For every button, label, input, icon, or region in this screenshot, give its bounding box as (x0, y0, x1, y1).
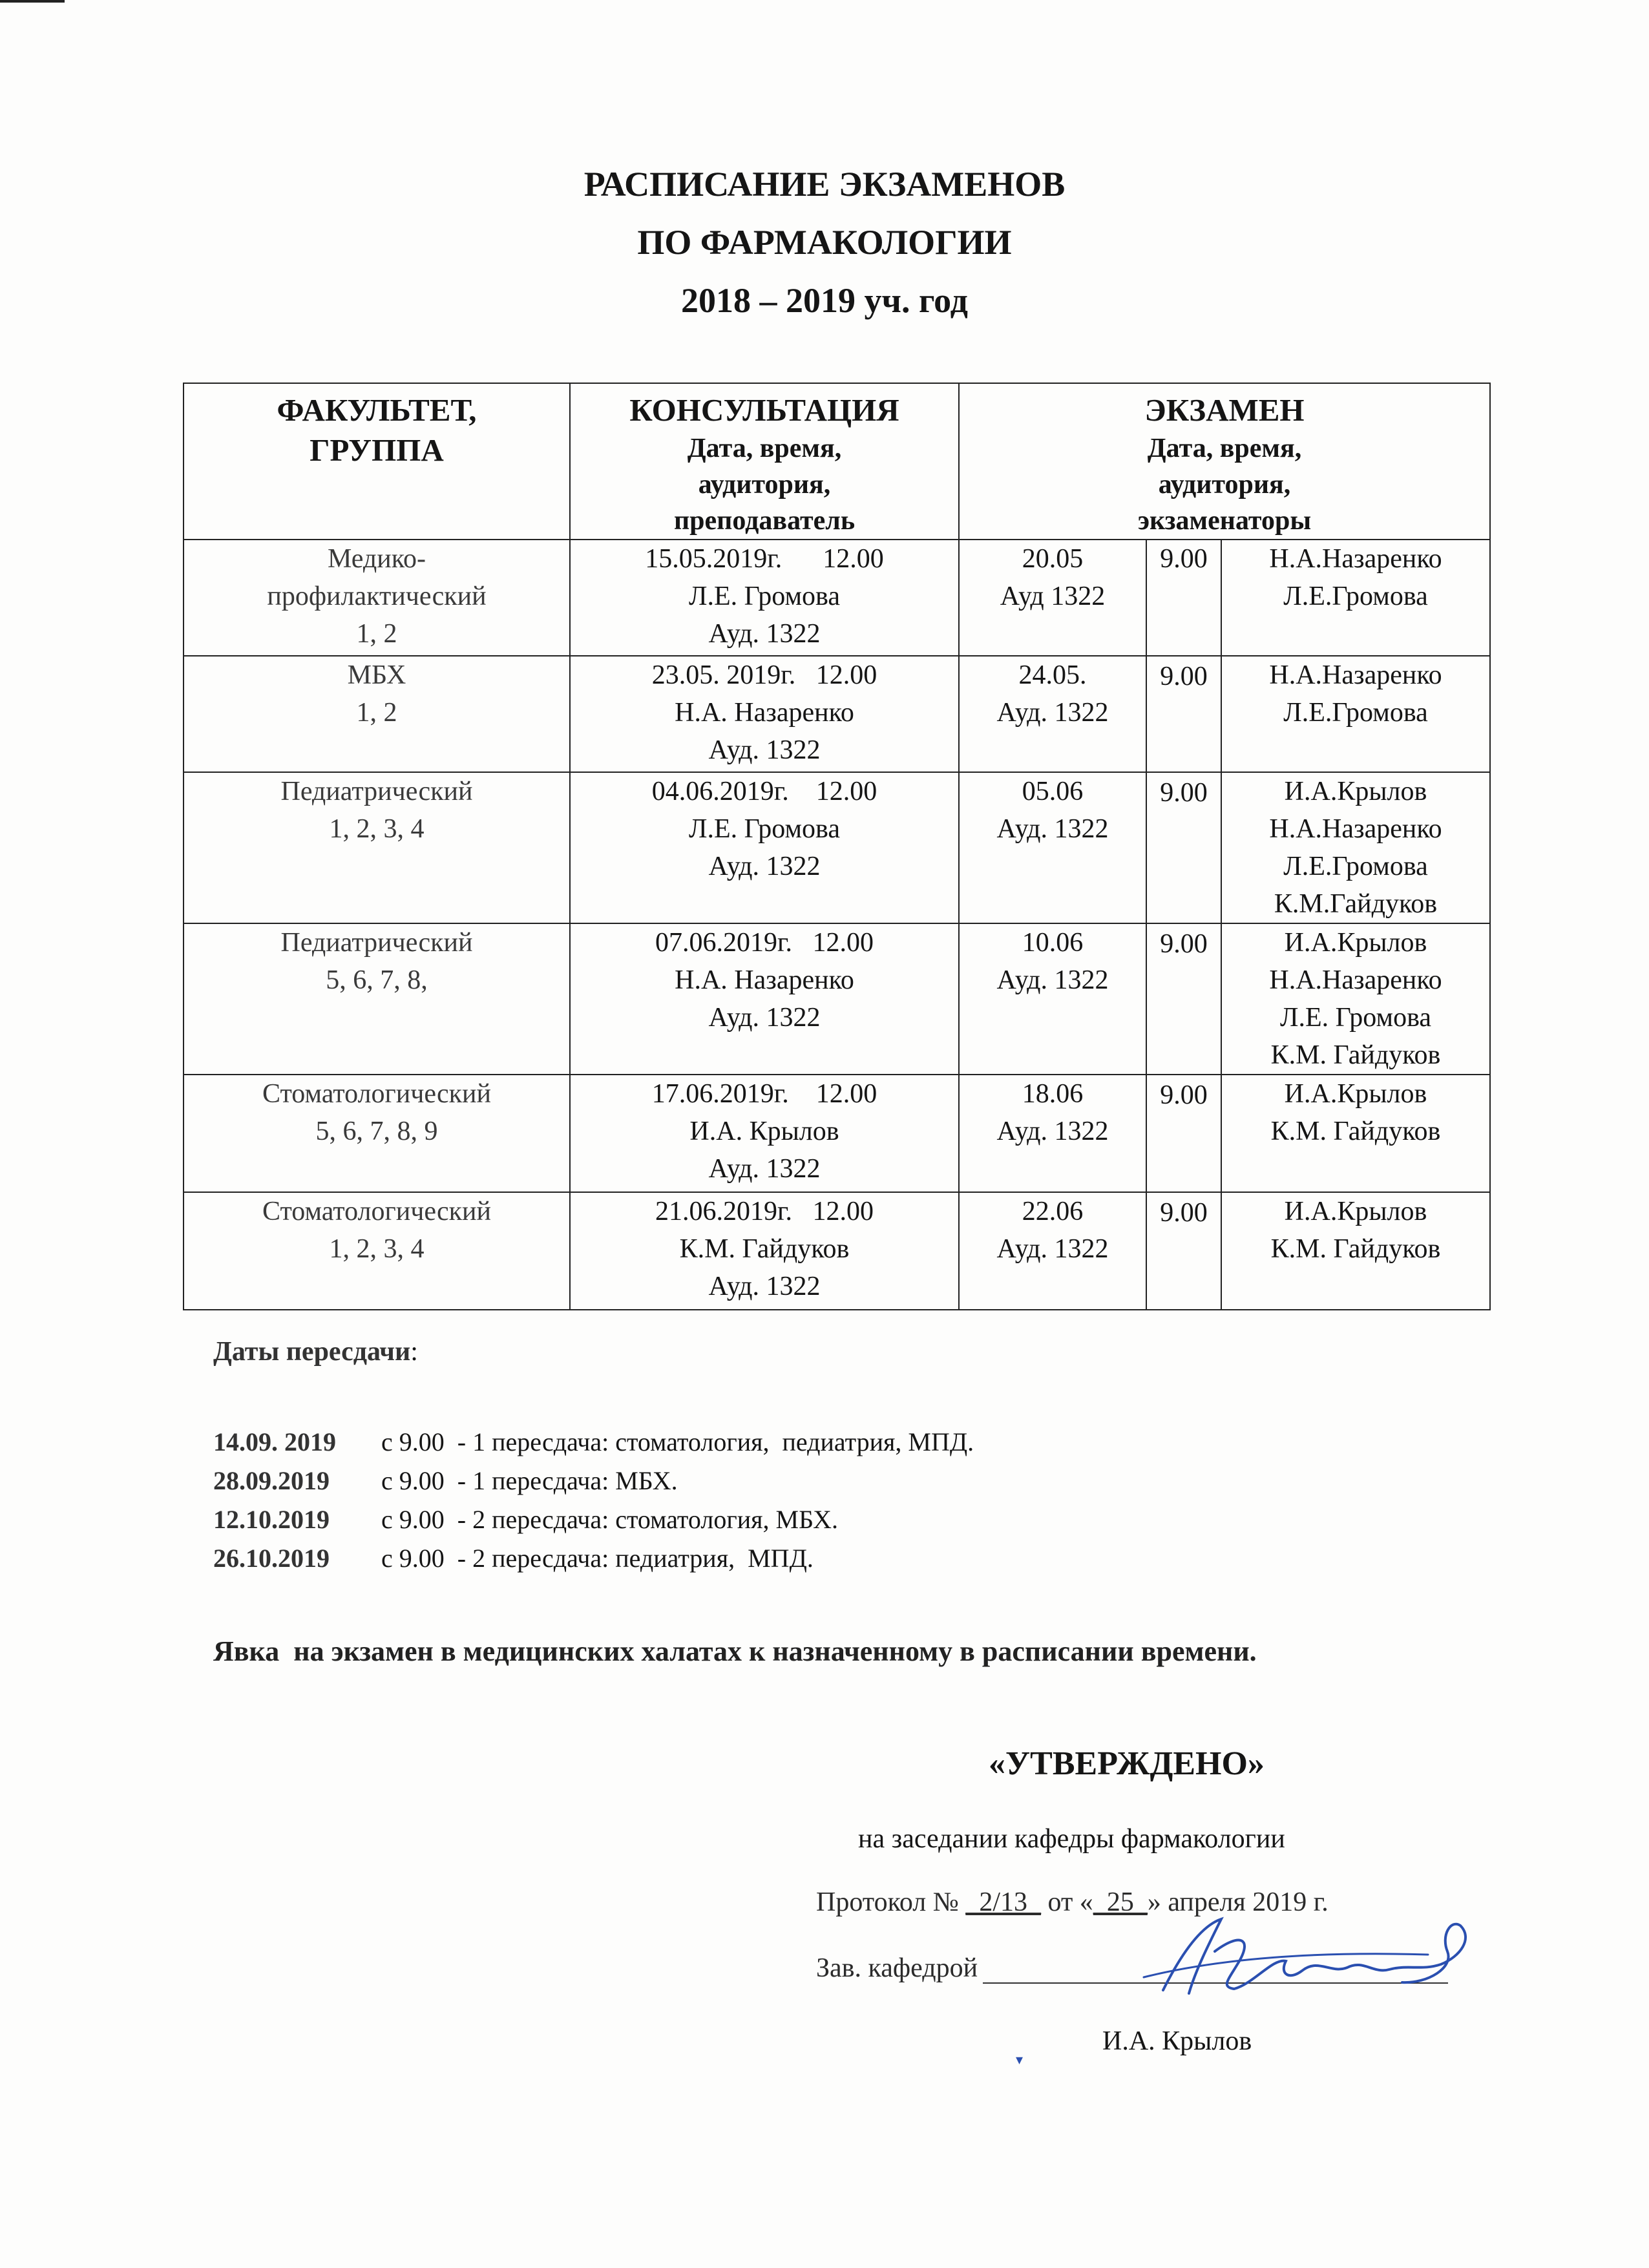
retake-list (213, 1423, 974, 1578)
header-consultation-title: КОНСУЛЬТАЦИЯ (629, 392, 899, 428)
exam-time-cell: 9.00 (1146, 540, 1221, 656)
cell-line: 20.05 (1022, 544, 1084, 574)
exam-date-cell (959, 923, 1146, 1075)
consultation-cell (570, 1075, 959, 1192)
cell-line: К.М. Гайдуков (1270, 1117, 1441, 1146)
cell-line: 1, 2, 3, 4 (329, 814, 425, 844)
title-line-2: ПО ФАРМАКОЛОГИИ (637, 223, 1012, 262)
header-exam-sub: аудитория, (1158, 470, 1291, 499)
examiners-cell (1221, 656, 1490, 772)
cell-line: Ауд. 1322 (708, 1154, 821, 1184)
cell-line: Ауд. 1322 (708, 1272, 821, 1301)
exam-time-cell: 9.00 (1146, 923, 1221, 1075)
faculty-cell (184, 923, 570, 1075)
retake-heading (213, 1332, 418, 1371)
signer-name: И.А. Крылов (1102, 2026, 1252, 2056)
title-line-3: 2018 – 2019 уч. год (681, 281, 968, 320)
consultation-cell (570, 923, 959, 1075)
consultation-cell (570, 540, 959, 656)
exam-schedule-table (183, 383, 1491, 1310)
cell-line: 21.06.2019г. 12.00 (655, 1197, 874, 1226)
cell-line: К.М. Гайдуков (1270, 1234, 1441, 1264)
cell-line: К.М.Гайдуков (1274, 889, 1438, 919)
table-header-row (184, 383, 1490, 540)
cell-line: И.А.Крылов (1284, 777, 1427, 806)
header-exam-title: ЭКЗАМЕН (1144, 392, 1305, 428)
cell-line: Л.Е.Громова (1283, 852, 1428, 881)
protocol-number: _2/13_ (965, 1887, 1041, 1917)
exam-time-cell: 9.00 (1146, 772, 1221, 923)
cell-line: Ауд. 1322 (996, 965, 1109, 995)
cell-line: Н.А.Назаренко (1269, 660, 1442, 690)
retake-text: с 9.00 - 2 пересдача: стоматология, МБХ. (381, 1505, 838, 1534)
cell-line: Ауд 1322 (1000, 582, 1106, 611)
consultation-cell (570, 1192, 959, 1310)
cell-line: профилактический (267, 582, 487, 611)
cell-line: 15.05.2019г. 12.00 (645, 544, 884, 574)
cell-line: Н.А. Назаренко (675, 698, 854, 728)
table-row (184, 540, 1490, 656)
cell-line: Ауд. 1322 (708, 735, 821, 765)
retake-date: 28.09.2019 (213, 1466, 330, 1495)
faculty-cell (184, 540, 570, 656)
cell-line: 5, 6, 7, 8, 9 (315, 1117, 438, 1146)
retake-text: с 9.00 - 2 пересдача: педиатрия, МПД. (381, 1544, 814, 1573)
approved-stamp-text: «УТВЕРЖДЕНО» (989, 1745, 1265, 1782)
examiners-cell (1221, 540, 1490, 656)
cell-line: 10.06 (1022, 928, 1084, 958)
examiners-cell (1221, 772, 1490, 923)
cell-line: Ауд. 1322 (996, 1117, 1109, 1146)
cell-line: Ауд. 1322 (996, 698, 1109, 728)
header-faculty-line: ГРУППА (310, 432, 444, 468)
ink-mark: ▾ (1016, 2052, 1024, 2068)
retake-colon: : (410, 1337, 418, 1367)
cell-line: Ауд. 1322 (708, 619, 821, 649)
table-row (184, 772, 1490, 923)
protocol-prefix: Протокол № (816, 1887, 959, 1917)
cell-line: 22.06 (1022, 1197, 1084, 1226)
faculty-cell (184, 772, 570, 923)
cell-line: Л.Е. Громова (689, 814, 840, 844)
cell-line: Н.А.Назаренко (1269, 544, 1442, 574)
exam-date-cell (959, 1075, 1146, 1192)
cell-line: Ауд. 1322 (708, 852, 821, 881)
cell-line: И.А.Крылов (1284, 1197, 1427, 1226)
exam-time-cell: 9.00 (1146, 656, 1221, 772)
cell-line: 07.06.2019г. 12.00 (655, 928, 874, 958)
list-item (213, 1423, 974, 1462)
protocol-day: _25_ (1093, 1887, 1148, 1917)
cell-line: 5, 6, 7, 8, (326, 965, 428, 995)
cell-line: Л.Е. Громова (1280, 1003, 1431, 1033)
header-consultation-sub: Дата, время, (687, 434, 842, 463)
cell-line: Педиатрический (280, 777, 473, 806)
list-item (213, 1539, 974, 1578)
cell-line: 1, 2 (356, 619, 397, 649)
title-line-1: РАСПИСАНИЕ ЭКЗАМЕНОВ (583, 165, 1066, 204)
consultation-cell (570, 772, 959, 923)
cell-line: Педиатрический (280, 928, 473, 958)
document-title (0, 155, 1649, 330)
header-exam-sub: Дата, время, (1147, 434, 1302, 463)
cell-line: Ауд. 1322 (996, 1234, 1109, 1264)
cell-line: Л.Е. Громова (689, 582, 840, 611)
faculty-cell (184, 1075, 570, 1192)
attendance-notice: Явка на экзамен в медицинских халатах к назначенному в расписании времени. (213, 1635, 1257, 1667)
examiners-cell (1221, 1075, 1490, 1192)
cell-line: Стоматологический (262, 1197, 492, 1226)
cell-line: Н.А.Назаренко (1269, 965, 1442, 995)
cell-line: 05.06 (1022, 777, 1084, 806)
table-row (184, 1075, 1490, 1192)
header-consultation (570, 383, 959, 540)
cell-line: Н.А. Назаренко (675, 965, 854, 995)
cell-line: Л.Е.Громова (1283, 582, 1428, 611)
cell-line: И.А.Крылов (1284, 1079, 1427, 1109)
list-item (213, 1500, 974, 1539)
cell-line: Ауд. 1322 (708, 1003, 821, 1033)
cell-line: К.М. Гайдуков (1270, 1040, 1441, 1070)
exam-time-cell: 9.00 (1146, 1192, 1221, 1310)
scan-edge-mark (0, 0, 65, 3)
exam-time-cell: 9.00 (1146, 1075, 1221, 1192)
protocol-suffix: » апреля 2019 г. (1147, 1887, 1329, 1917)
retake-label: Даты пересдачи (213, 1337, 411, 1367)
cell-line: Ауд. 1322 (996, 814, 1109, 844)
cell-line: Л.Е.Громова (1283, 698, 1428, 728)
cell-line: 04.06.2019г. 12.00 (651, 777, 877, 806)
header-faculty (184, 383, 570, 540)
header-faculty-line: ФАКУЛЬТЕТ, (277, 392, 477, 428)
cell-line: 1, 2, 3, 4 (329, 1234, 425, 1264)
cell-line: Медико- (328, 544, 426, 574)
exam-date-cell (959, 772, 1146, 923)
exam-date-cell (959, 540, 1146, 656)
list-item (213, 1462, 974, 1500)
retake-date: 14.09. 2019 (213, 1427, 336, 1456)
retake-text: с 9.00 - 1 пересдача: стоматология, педиатрия, МПД. (381, 1427, 974, 1456)
header-exam-sub: экзаменаторы (1137, 506, 1312, 536)
table-row (184, 923, 1490, 1075)
cell-line: 1, 2 (356, 698, 397, 728)
retake-text: с 9.00 - 1 пересдача: МБХ. (381, 1466, 678, 1495)
head-label: Зав. кафедрой (816, 1953, 978, 1983)
table-row (184, 656, 1490, 772)
exam-date-cell (959, 1192, 1146, 1310)
cell-line: 23.05. 2019г. 12.00 (651, 660, 877, 690)
header-consultation-sub: преподаватель (673, 506, 856, 536)
cell-line: Н.А.Назаренко (1269, 814, 1442, 844)
retake-date: 26.10.2019 (213, 1544, 330, 1573)
cell-line: 17.06.2019г. 12.00 (651, 1079, 877, 1109)
cell-line: 24.05. (1018, 660, 1087, 690)
header-consultation-sub: аудитория, (698, 470, 831, 499)
cell-line: К.М. Гайдуков (679, 1234, 850, 1264)
examiners-cell (1221, 1192, 1490, 1310)
department-sitting-text: на заседании кафедры фармакологии (858, 1824, 1285, 1854)
cell-line: Стоматологический (262, 1079, 492, 1109)
table-row (184, 1192, 1490, 1310)
handwritten-signature (1124, 1913, 1486, 2003)
cell-line: 18.06 (1022, 1079, 1084, 1109)
faculty-cell (184, 1192, 570, 1310)
protocol-mid: от « (1041, 1887, 1093, 1917)
faculty-cell (184, 656, 570, 772)
cell-line: МБХ (347, 660, 406, 690)
header-exam (959, 383, 1490, 540)
cell-line: И.А.Крылов (1284, 928, 1427, 958)
examiners-cell (1221, 923, 1490, 1075)
cell-line: И.А. Крылов (689, 1117, 839, 1146)
retake-date: 12.10.2019 (213, 1505, 330, 1534)
exam-date-cell (959, 656, 1146, 772)
consultation-cell (570, 656, 959, 772)
